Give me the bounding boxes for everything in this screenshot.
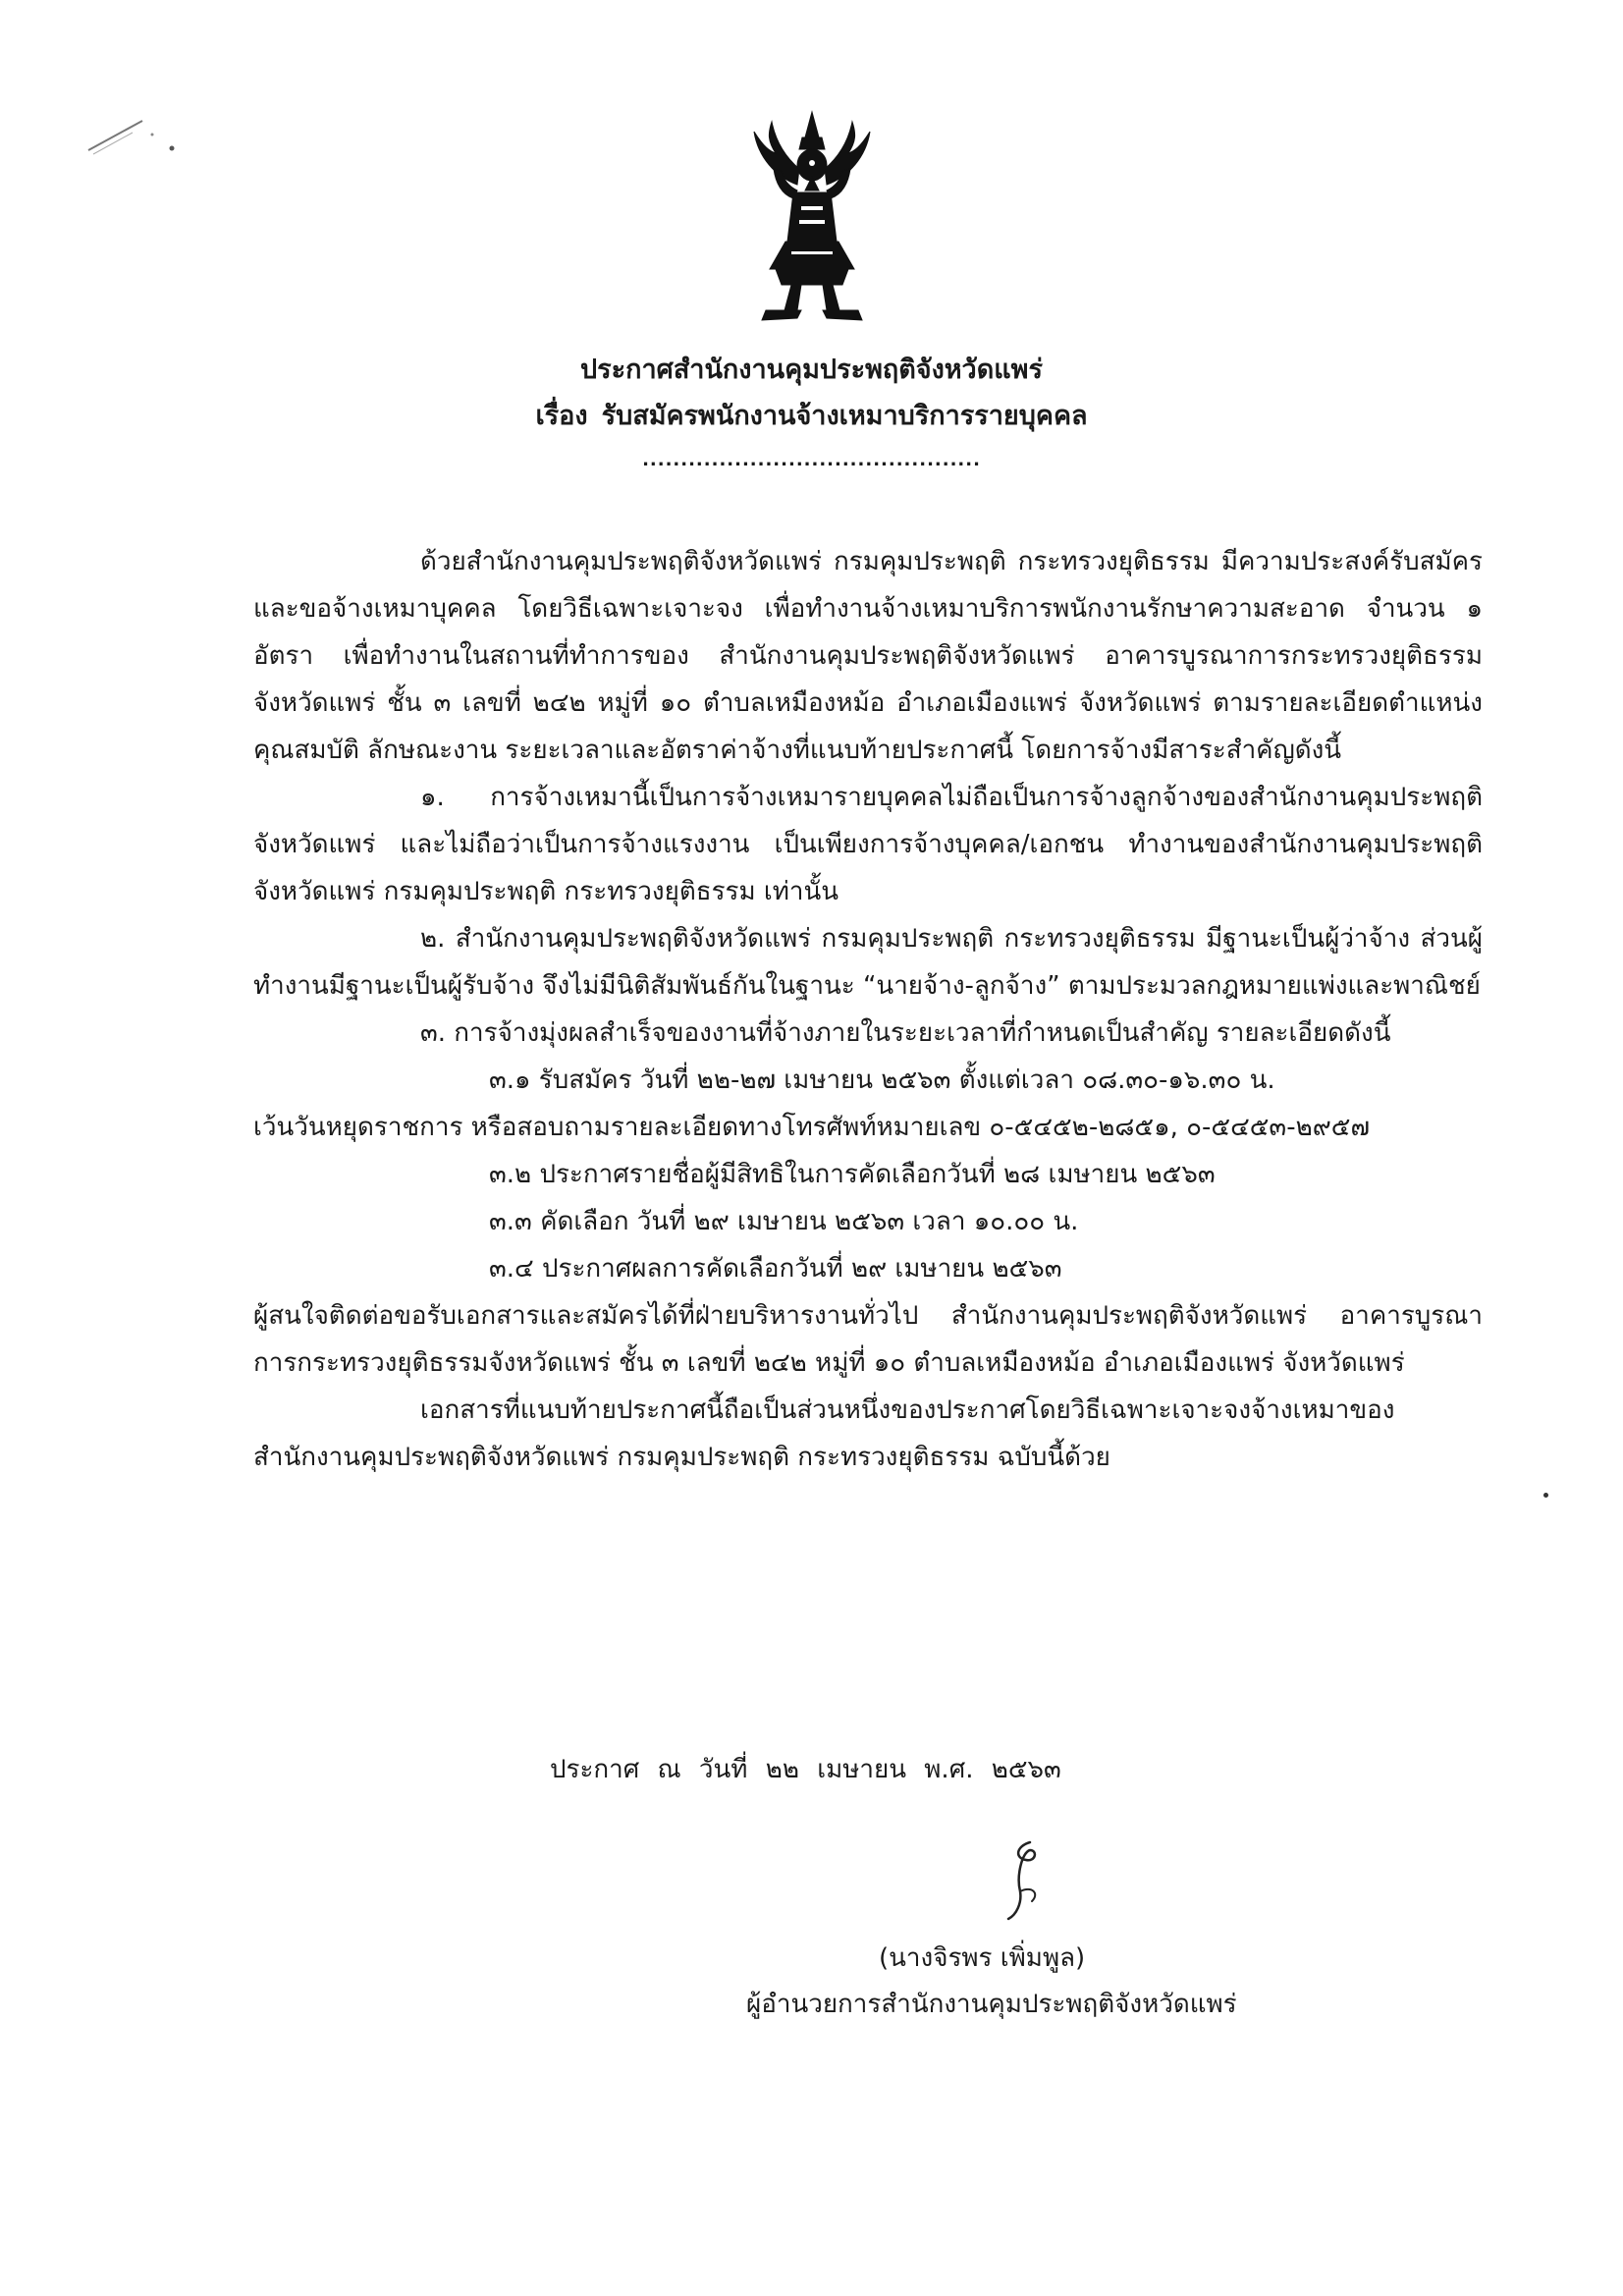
scan-speck	[1543, 1493, 1548, 1498]
contact-paragraph: ผู้สนใจติดต่อขอรับเอกสารและสมัครได้ที่ฝ่ายบริหารงานทั่วไป สำนักงานคุมประพฤติจังหวัดแพร่ อาคารบูรณาการกระทรวงยุติธรรมจังหวัดแพร่ ชั้น ๓ เลขที่ ๒๔๒ หมู่ที่ ๑๐ ตำบลเหมืองหม้อ อำเภอเมืองแพร่ จังหวัดแพร่	[253, 1301, 1483, 1378]
item-3-4-paragraph: ๓.๔ ประกาศผลการคัดเลือกวันที่ ๒๙ เมษายน ๒๕๖๓	[489, 1254, 1062, 1284]
attachment-paragraph: เอกสารที่แนบท้ายประกาศนี้ถือเป็นส่วนหนึ่งของประกาศโดยวิธีเฉพาะเจาะจงจ้างเหมาของสำนักงานคุมประพฤติจังหวัดแพร่ กรมคุมประพฤติ กระทรวงยุติธรรม ฉบับนี้ด้วย	[253, 1395, 1395, 1472]
announcement-subject	[0, 396, 1623, 437]
item-3-1-paragraph: ๓.๑ รับสมัคร วันที่ ๒๒-๒๗ เมษายน ๒๕๖๓ ตั้งแต่เวลา ๐๘.๓๐-๑๖.๓๐ น.	[489, 1066, 1275, 1095]
subject-label: เรื่อง	[535, 401, 588, 431]
announcement-date: ประกาศ ณ วันที่ ๒๒ เมษายน พ.ศ. ๒๕๖๓	[550, 1755, 1061, 1784]
title-text: ประกาศสำนักงานคุมประพฤติจังหวัดแพร่	[580, 355, 1043, 385]
signer-name: (นางจิรพร เพิ่มพูล)	[879, 1943, 1086, 1973]
item-1-paragraph: ๑. การจ้างเหมานี้เป็นการจ้างเหมารายบุคคลไม่ถือเป็นการจ้างลูกจ้างของสำนักงานคุมประพฤติจังหวัดแพร่ และไม่ถือว่าเป็นการจ้างแรงงาน เป็นเพียงการจ้างบุคคล/เอกชน ทำงานของสำนักงานคุมประพฤติจังหวัดแพร่ กรมคุมประพฤติ กระทรวงยุติธรรม เท่านั้น	[253, 783, 1483, 906]
item-3-paragraph: ๓. การจ้างมุ่งผลสำเร็จของงานที่จ้างภายในระยะเวลาที่กำหนดเป็นสำคัญ รายละเอียดดังนี้	[420, 1018, 1391, 1048]
scan-mark-icon	[83, 113, 182, 162]
item-3-3-paragraph: ๓.๓ คัดเลือก วันที่ ๒๙ เมษายน ๒๕๖๓ เวลา ๑๐.๐๐ น.	[489, 1207, 1079, 1236]
subject-text: รับสมัครพนักงานจ้างเหมาบริการรายบุคคล	[601, 401, 1088, 431]
announcement-title	[0, 350, 1623, 391]
item-2-paragraph: ๒. สำนักงานคุมประพฤติจังหวัดแพร่ กรมคุมประพฤติ กระทรวงยุติธรรม มีฐานะเป็นผู้ว่าจ้าง ส่วนผู้ทำงานมีฐานะเป็นผู้รับจ้าง จึงไม่มีนิติสัมพันธ์กันในฐานะ “นายจ้าง-ลูกจ้าง” ตามประมวลกฎหมายแพ่งและพาณิชย์	[253, 924, 1483, 1001]
body-section	[253, 538, 1483, 1481]
handwritten-signature	[987, 1836, 1065, 1925]
garuda-emblem-icon	[746, 108, 879, 329]
intro-paragraph: ด้วยสำนักงานคุมประพฤติจังหวัดแพร่ กรมคุมประพฤติ กระทรวงยุติธรรม มีความประสงค์รับสมัครและขอจ้างเหมาบุคคล โดยวิธีเฉพาะเจาะจง เพื่อทำงานจ้างเหมาบริการพนักงานรักษาความสะอาด จำนวน ๑ อัตรา เพื่อทำงานในสถานที่ทำการของ สำนักงานคุมประพฤติจังหวัดแพร่ อาคารบูรณาการกระทรวงยุติธรรมจังหวัดแพร่ ชั้น ๓ เลขที่ ๒๔๒ หมู่ที่ ๑๐ ตำบลเหมืองหม้อ อำเภอเมืองแพร่ จังหวัดแพร่ ตามรายละเอียดตำแหน่ง คุณสมบัติ ลักษณะงาน ระยะเวลาและอัตราค่าจ้างที่แนบท้ายประกาศนี้ โดยการจ้างมีสาระสำคัญดังนี้	[253, 547, 1483, 765]
separator-dots: ............................................	[642, 450, 981, 470]
item-3-1-continuation: เว้นวันหยุดราชการ หรือสอบถามรายละเอียดทางโทรศัพท์หมายเลข ๐-๕๔๕๒-๒๘๕๑, ๐-๕๔๕๓-๒๙๕๗	[253, 1113, 1370, 1142]
item-3-2-paragraph: ๓.๒ ประกาศรายชื่อผู้มีสิทธิในการคัดเลือกวันที่ ๒๘ เมษายน ๒๕๖๓	[489, 1160, 1216, 1189]
signer-position: ผู้อำนวยการสำนักงานคุมประพฤติจังหวัดแพร่	[746, 1990, 1237, 2019]
